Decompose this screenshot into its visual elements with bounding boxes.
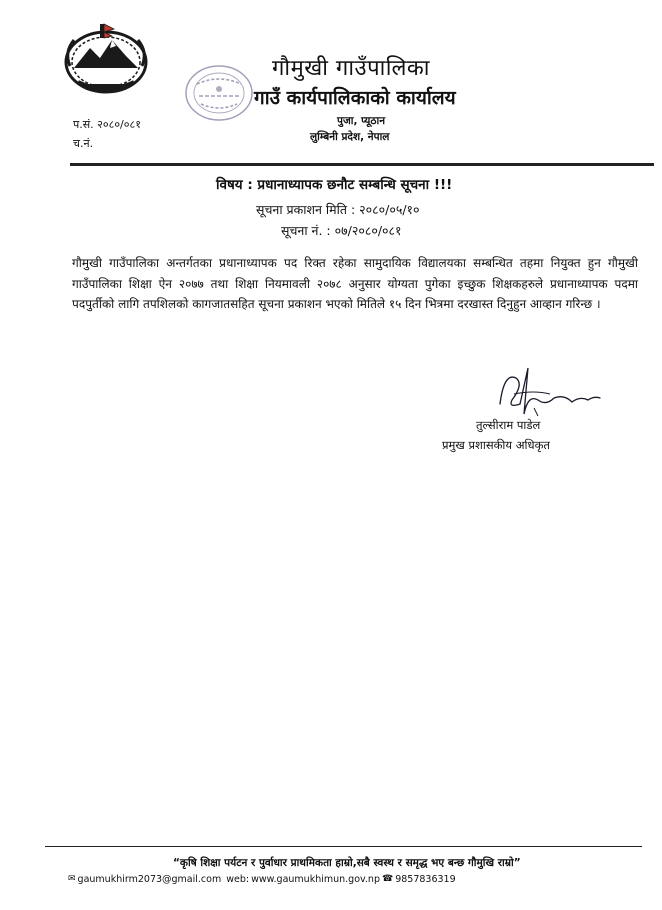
notice-number: सूचना नं. : ०७/२०८०/०८१ bbox=[281, 223, 402, 238]
handwritten-signature bbox=[494, 364, 604, 420]
footer-email: gaumukhirm2073@gmail.com bbox=[77, 874, 222, 885]
footer-contact bbox=[68, 874, 456, 885]
footer-website: www.gaumukhimun.gov.np bbox=[251, 874, 380, 885]
office-stamp bbox=[183, 62, 255, 124]
header-divider bbox=[70, 163, 654, 166]
signatory-name: तुल्सीराम पाडेल bbox=[476, 418, 541, 432]
mail-icon: ✉ bbox=[68, 874, 76, 884]
footer-slogan: “कृषि शिक्षा पर्यटन र पुर्वाधार प्राथमिकता हाम्रो,सबै स्वस्थ र समृद्ध भए बन्छ गौमुखि राम्रो” bbox=[173, 857, 521, 869]
office-name: गाउँ कार्यपालिकाको कार्यालय bbox=[254, 87, 456, 109]
signatory-title: प्रमुख प्रशासकीय अधिकृत bbox=[442, 438, 550, 452]
phone-icon: ☎ bbox=[381, 874, 394, 884]
reference-number: प.सं. २०८०/०८१ bbox=[73, 118, 141, 131]
notice-body: गौमुखी गाउँपालिका अन्तर्गतका प्रधानाध्यापक पद रिक्त रहेका सामुदायिक विद्यालयका सम्बन्धित तहमा नियुक्त हुन गौमुखी गाउँपालिका शिक्षा ऐन २०७७ तथा शिक्षा नियमावली २०७८ अनुसार योग्यता पुगेका इच्छुक शिक्षकहरुले प्रधानाध्यापक पदमा पदपुर्तीको लागि तपशिलको कागजातसहित सूचना प्रकाशन भएको मितिले १५ दिन भित्रमा दरखास्त दिनुहुन आव्हान गरिन्छ । bbox=[72, 256, 638, 311]
dispatch-number: च.नं. bbox=[73, 137, 94, 150]
nepal-government-emblem bbox=[60, 18, 152, 98]
org-name: गौमुखी गाउँपालिका bbox=[272, 56, 430, 81]
footer-phone: 9857836319 bbox=[395, 874, 456, 885]
address-line-1: पुजा, प्यूठान bbox=[337, 115, 386, 127]
publish-date: सूचना प्रकाशन मिति : २०८०/०५/१० bbox=[256, 202, 420, 217]
notice-subject: विषय : प्रधानाध्यापक छनौट सम्बन्धि सूचना !!! bbox=[216, 177, 453, 193]
footer-divider bbox=[45, 846, 642, 847]
address-line-2: लुम्बिनी प्रदेश, नेपाल bbox=[310, 131, 390, 143]
footer-web-label: web: bbox=[226, 874, 250, 885]
